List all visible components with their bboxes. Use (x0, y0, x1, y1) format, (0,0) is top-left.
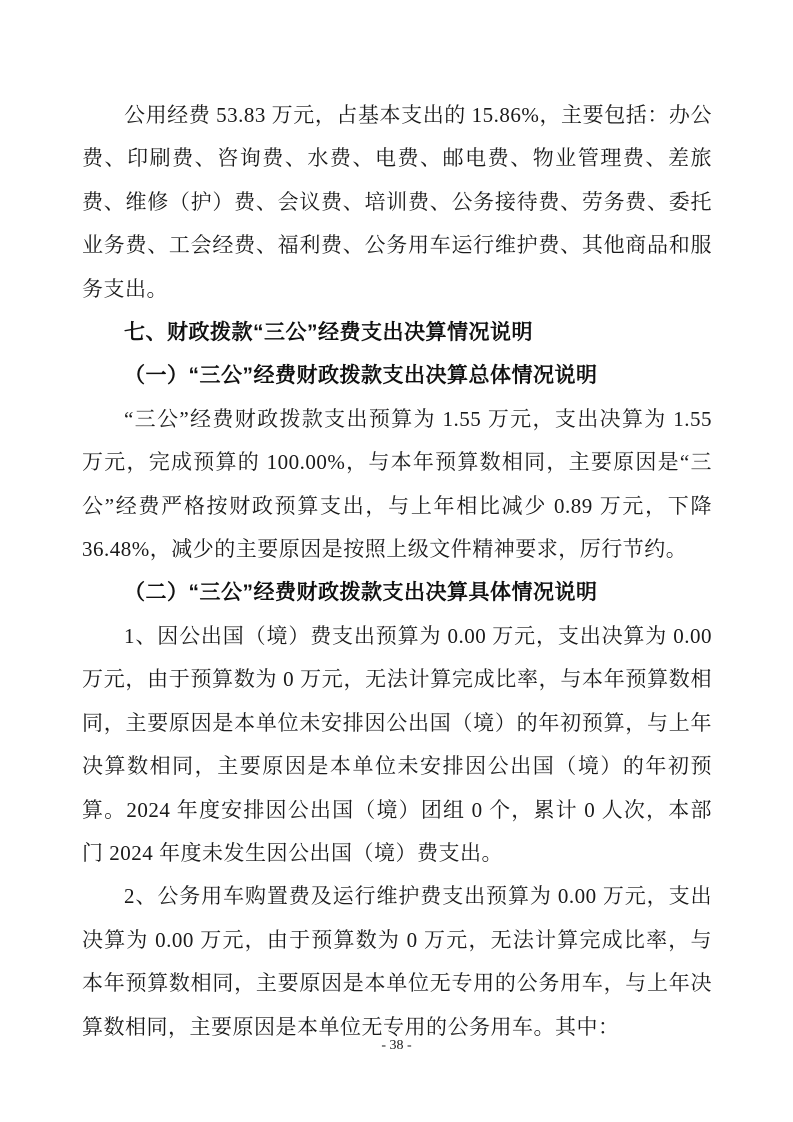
paragraph-public-funds: 公用经费 53.83 万元，占基本支出的 15.86%，主要包括：办公费、印刷费、咨询费、水费、电费、邮电费、物业管理费、差旅费、维修（护）费、会议费、培训费、公务接待费、劳务费、委托业务费、工会经费、福利费、公务用车运行维护费、其他商品和服务支出。 (82, 103, 712, 301)
paragraph-overall-situation: “三公”经费财政拨款支出预算为 1.55 万元，支出决算为 1.55 万元，完成预算的 100.00%，与本年预算数相同，主要原因是“三公”经费严格按财政预算支出，与上年相比减少 0.89 万元，下降 36.48%，减少的主要原因是按照上级文件精神要求，厉行节约。 (82, 406, 712, 562)
heading-subsection-one: （一）“三公”经费财政拨款支出决算总体情况说明 (124, 364, 598, 388)
paragraph-item1-abroad-expense: 1、因公出国（境）费支出预算为 0.00 万元，支出决算为 0.00 万元，由于预算数为 0 万元，无法计算完成比率，与本年预算数相同，主要原因是本单位未安排因公出国（境）的年初预算，与上年决算数相同，主要原因是本单位未安排因公出国（境）的年初预算。2024 年度安排因公出国（境）团组 0 个，累计 0 人次，本部门 2024 年度未发生因公出国（境）费支出。 (82, 623, 712, 865)
paragraph-item2-official-vehicle-expense: 2、公务用车购置费及运行维护费支出预算为 0.00 万元，支出决算为 0.00 万元，由于预算数为 0 万元，无法计算完成比率，与本年预算数相同，主要原因是本单位无专用的公务用车，与上年决算数相同，主要原因是本单位无专用的公务用车。其中： (82, 884, 712, 1039)
document-content (82, 0, 712, 1049)
heading-subsection-two: （二）“三公”经费财政拨款支出决算具体情况说明 (124, 581, 598, 605)
page-number: - 38 - (381, 1038, 412, 1053)
heading-section-seven: 七、财政拨款“三公”经费支出决算情况说明 (124, 321, 533, 345)
